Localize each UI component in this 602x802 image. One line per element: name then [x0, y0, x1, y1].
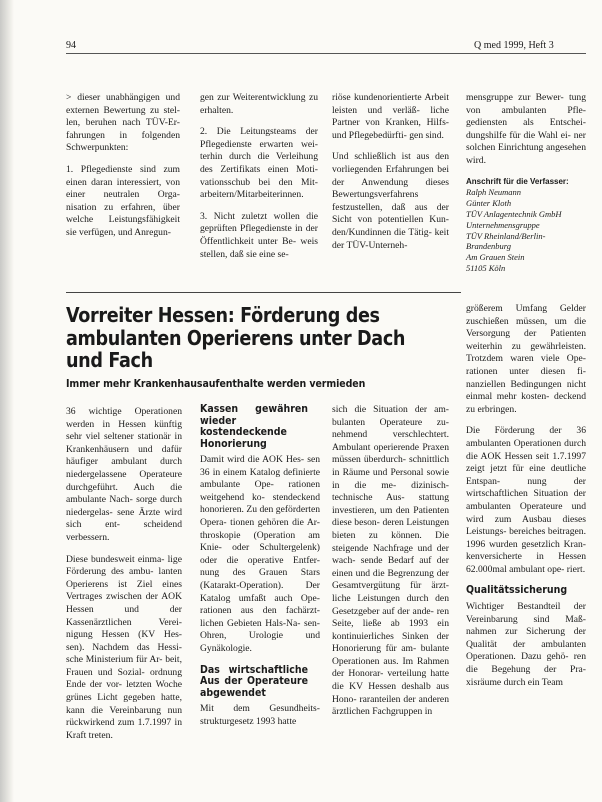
article-subheadline: Immer mehr Krankenhausaufenthalte werden vermieden: [66, 377, 366, 390]
article-column-2: [200, 404, 320, 729]
top-column-4: [466, 92, 586, 274]
header-rule: [66, 53, 586, 54]
author-line: TÜV Anlagentechnik GmbH: [466, 208, 562, 219]
section-heading: Kassen gewähren wieder kostendeckende Honorierung: [200, 403, 308, 450]
author-line: Am Grauen Stein: [466, 252, 525, 263]
article-column-4: [466, 303, 586, 690]
paragraph: sich die Situation der am- bulanten Operateure zu- nehmend verschlechtert. Ambulant operierende Praxen müssen überdurch- schnittlich in Räume und Personal sowie in die me- dizinisch-technische Aus- stattung investieren, um den Patienten diese beson- deren Leistungen bieten zu können. Die steigende Nachfrage und der wach- sende Bedarf auf der einen und die Begrenzung der Gesamtvergütung für ärzt- liche Leistungen durch den Gesetzgeber auf der ande- ren Seite, ließe ab 1993 ein kontinuierliches Sinken der Honorierung für am- bulante Operationen aus. Im Rahmen der Honorar- verteilung hatte die KV Hessen deshalb aus Hono- raranteilen der anderen ärztlichen Fachgruppen in: [332, 404, 449, 718]
paragraph: Und schließlich ist aus den vorliegenden Erfahrungen bei der Anwendung dieses Bewertungsverfahrens festzustellen, daß aus der Sicht von potentiellen Kun- den/Kundinnen die Tätig- keit der TÜV-Unterneh-: [332, 151, 449, 251]
author-line: Unternehmensgruppe: [466, 219, 540, 230]
paragraph: 3. Nicht zuletzt wollen die geprüften Pflegedienste in der Öffentlichkeit unter Be- weis stellen, daß sie eine se-: [200, 210, 318, 260]
article-headline: Vorreiter Hessen: Förderung des ambulanten Operierens unter Dach und Fach: [66, 303, 406, 372]
section-heading: Das wirtschaftliche Aus der Operateure abgewendet: [200, 663, 308, 699]
top-column-1: [66, 92, 180, 249]
journal-issue: Q med 1999, Heft 3: [474, 40, 554, 51]
paragraph: riöse kundenorientierte Arbeit leisten und verläß- liche Partner von Kranken, Hilfs- und Pflegebedürfti- gen sind.: [332, 92, 449, 141]
top-column-2: [200, 92, 318, 270]
paragraph: gen zur Weiterentwicklung zu erhalten.: [200, 92, 318, 116]
author-line: Brandenburg: [466, 241, 512, 252]
article-column-1: [66, 406, 182, 751]
author-line: TÜV Rheinland/Berlin-: [466, 230, 546, 241]
article-separator: [66, 292, 461, 293]
page-edge-shadow: [0, 0, 14, 802]
author-address: [466, 177, 586, 274]
author-line: 51105 Köln: [466, 262, 506, 273]
page-number: 94: [66, 40, 76, 51]
paragraph: Damit wird die AOK Hes- sen 36 in einem Katalog definierte ambulante Ope- rationen weitgehend ko- stendeckend honorieren. Zu den geförderten Opera- tionen gehören die Ar- throskopie (Operation am Knie- oder Schultergelenk) oder die operative Entfer- nung des Grauen Stars (Katarakt-Operation). Der Katalog umfaßt auch Ope- rationen aus den fachärzt- lichen Gebieten Hals-Na- sen-Ohren, Urologie und Gynäkologie.: [200, 454, 320, 654]
paragraph: mensgruppe zur Bewer- tung von ambulanten Pfle- gediensten als Entschei- dungshilfe für die Wahl ei- ner solchen Einrichtung angesehen wird.: [466, 92, 586, 166]
paragraph: 2. Die Leitungsteams der Pflegedienste erwarten wei- terhin durch die Verleihung des Zertifikats einen Moti- vationsschub bei den Mit- arbeitern/Mitarbeiterinnen.: [200, 126, 318, 201]
author-address-label: Anschrift für die Verfasser:: [466, 176, 569, 186]
author-line: Ralph Neumann: [466, 187, 522, 198]
paragraph: > dieser unabhängigen und externen Bewertung zu stel- len, beruhen nach TÜV-Er- fahrungen in folgenden Schwerpunkten:: [66, 92, 180, 154]
paragraph: Mit dem Gesundheits- strukturgesetz 1993 hatte: [200, 703, 320, 727]
article-column-3: [332, 404, 449, 728]
paragraph: größerem Umfang Gelder zuschießen müssen, um die Versorgung der Patienten weiterhin zu gewährleisten. Trotzdem waren viele Ope- rationen unter diesen fi- nanziellen Bedingungen nicht einmal mehr kosten- deckend zu erbringen.: [466, 303, 586, 415]
paragraph: Die Förderung der 36 ambulanten Operationen durch die AOK Hessen seit 1.7.1997 zeigt jetzt für eine deutliche Entspan- nung der wirtschaftlichen Situation der ambulanten Operateure und wird zum Ausbau dieses Leistungs- bereiches beitragen. 1996 wurden gesetzlich Kran- kenversicherte in Hessen 62.000mal ambulant ope- riert.: [466, 425, 586, 575]
paragraph: Diese bundesweit einma- lige Förderung des ambu- lanten Operierens ist Ziel eines Vertrages zwischen der AOK Hessen und der Kassenärztlichen Verei- nigung Hessen (KV Hes- sen). Nachdem das Hessi- sche Ministerium für Ar- beit, Frauen und Sozial- ordnung Ende der vor- letzten Woche grünes Licht gegeben hatte, kann die Vereinbarung nun rückwirkend zum 1.7.1997 in Kraft treten.: [66, 553, 182, 741]
author-line: Günter Kloth: [466, 198, 512, 209]
section-heading: Qualitätssicherung: [466, 584, 568, 597]
top-column-3: [332, 92, 449, 261]
paragraph: 1. Pflegedienste sind zum einen daran interessiert, von einer neutralen Orga- nisation zu erfahren, über welche Leistungsfähigkeit sie verfügen, und Anregun-: [66, 163, 180, 238]
paragraph: Wichtiger Bestandteil der Vereinbarung sind Maß- nahmen zur Sicherung der Qualität der ambulanten Operationen. Dazu gehö- ren die Begehung der Pra- xisräume durch ein Team: [466, 600, 586, 688]
paragraph: 36 wichtige Operationen werden in Hessen künftig sehr viel seltener stationär in Krankenhäusern und dafür häufiger ambulant durch niedergelassene Operateure durchgeführt. Auch die ambulante Nach- sorge durch niedergelas- sene Ärzte wird sich ent- scheidend verbessern.: [66, 406, 182, 543]
